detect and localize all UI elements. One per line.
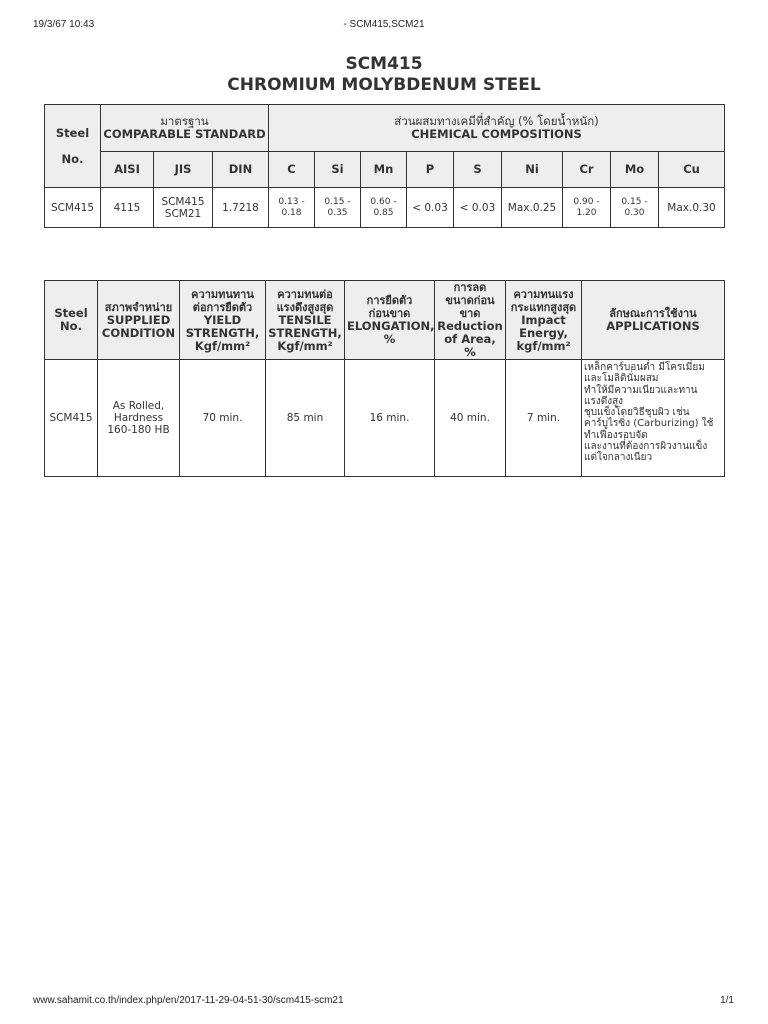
hdr-tensile-thai1: ความทนต่อ bbox=[277, 287, 333, 301]
hdr-elong-unit: % bbox=[383, 332, 396, 346]
col-din: DIN bbox=[213, 152, 269, 188]
cell-ni: Max.0.25 bbox=[502, 188, 563, 228]
page-subtitle: CHROMIUM MOLYBDENUM STEEL bbox=[227, 75, 541, 95]
app-line-7: ทำเฟืองรอบจัด bbox=[584, 429, 648, 441]
standard-header-thai: มาตรฐาน bbox=[160, 114, 209, 128]
cell-mo-line1: 0.15 - bbox=[621, 196, 648, 207]
col-c: C bbox=[269, 152, 315, 188]
hdr-tensile-line4: STRENGTH, bbox=[268, 325, 342, 340]
standard-header bbox=[101, 105, 269, 152]
hdr-elong-thai1: การยืดตัว bbox=[366, 294, 413, 307]
cell-jis bbox=[154, 188, 213, 228]
hdr-steel-line1: Steel bbox=[54, 306, 88, 320]
hdr-impact-thai2: กระแทกสูงสุด bbox=[510, 300, 577, 314]
hdr-elong-thai2: ก่อนขาด bbox=[368, 307, 411, 320]
steel-no-header-line2: No. bbox=[61, 151, 84, 166]
cell-mn-line1: 0.60 - bbox=[370, 196, 397, 207]
hdr-app-thai: ลักษณะการใช้งาน bbox=[609, 307, 697, 320]
standard-header-en: COMPARABLE STANDARD bbox=[103, 127, 266, 141]
cell-jis-line2: SCM21 bbox=[164, 207, 202, 220]
app-line-5: ชุบแข็งโดยวิธีชุบผิว เช่น bbox=[584, 407, 690, 419]
app-line-6: คาร์บูไรซิ่ง (Carburizing) ใช้ bbox=[584, 418, 714, 430]
cell-cu: Max.0.30 bbox=[659, 188, 725, 228]
cell-si-line1: 0.15 - bbox=[324, 196, 351, 207]
print-page-title: - SCM415,SCM21 bbox=[343, 19, 425, 30]
hdr-red-line5: of Area, % bbox=[444, 332, 496, 359]
cell-steel-no: SCM415 bbox=[45, 360, 98, 477]
app-line-4: แรงดึงสูง bbox=[584, 395, 624, 407]
cell-p: < 0.03 bbox=[407, 188, 454, 228]
cell-tensile: 85 min bbox=[266, 360, 345, 477]
col-p: P bbox=[407, 152, 454, 188]
hdr-tensile-unit: Kgf/mm² bbox=[277, 338, 333, 353]
hdr-elong-line3: ELONGATION, bbox=[347, 319, 435, 333]
hdr-steel-line2: No. bbox=[60, 319, 82, 333]
cell-s: < 0.03 bbox=[454, 188, 502, 228]
hdr-tensile-line3: TENSILE bbox=[278, 312, 332, 327]
cell-impact: 7 min. bbox=[506, 360, 582, 477]
hdr-red-line4: Reduction bbox=[437, 319, 503, 333]
elongation-header bbox=[345, 281, 435, 360]
cell-reduction: 40 min. bbox=[435, 360, 506, 477]
app-line-1: เหล็กคาร์บอนต่ำ มีโครเมี่ยม bbox=[584, 362, 705, 373]
applications-header bbox=[582, 281, 725, 360]
chemical-header bbox=[269, 105, 725, 152]
col-mn: Mn bbox=[361, 152, 407, 188]
cell-c-line2: 0.18 bbox=[281, 207, 302, 218]
cell-elongation: 16 min. bbox=[345, 360, 435, 477]
cell-c-line1: 0.13 - bbox=[278, 196, 305, 207]
hdr-supplied-thai: สภาพจำหน่าย bbox=[104, 300, 173, 314]
steel-no-header bbox=[45, 281, 98, 360]
hdr-red-thai3: ขาด bbox=[459, 307, 481, 320]
hdr-red-thai2: ขนาดก่อน bbox=[445, 294, 495, 307]
cell-mo bbox=[611, 188, 659, 228]
col-cu: Cu bbox=[659, 152, 725, 188]
hdr-yield-line3: YIELD bbox=[203, 312, 242, 327]
cell-cr bbox=[563, 188, 611, 228]
cell-jis-line1: SCM415 bbox=[161, 195, 205, 208]
cell-supplied-line1: As Rolled, bbox=[112, 400, 165, 412]
cell-si-line2: 0.35 bbox=[327, 207, 348, 218]
hdr-supplied-line2: SUPPLIED bbox=[106, 312, 171, 327]
table-row bbox=[45, 360, 725, 477]
print-page-number: 1/1 bbox=[720, 995, 734, 1006]
cell-cr-line2: 1.20 bbox=[576, 207, 597, 218]
col-s: S bbox=[454, 152, 502, 188]
col-si: Si bbox=[315, 152, 361, 188]
impact-header bbox=[506, 281, 582, 360]
print-datetime: 19/3/67 10:43 bbox=[33, 19, 95, 30]
cell-steel-no: SCM415 bbox=[45, 188, 101, 228]
cell-si bbox=[315, 188, 361, 228]
cell-applications bbox=[582, 360, 725, 477]
hdr-supplied-line3: CONDITION bbox=[101, 325, 176, 340]
cell-mn bbox=[361, 188, 407, 228]
steel-no-header-line1: Steel bbox=[55, 125, 90, 140]
table-row bbox=[45, 188, 725, 228]
cell-supplied-line3: 160-180 HB bbox=[107, 424, 170, 436]
col-cr: Cr bbox=[563, 152, 611, 188]
property-table bbox=[44, 280, 725, 477]
hdr-impact-thai1: ความทนแรง bbox=[513, 287, 574, 301]
supplied-header bbox=[98, 281, 180, 360]
yield-header bbox=[180, 281, 266, 360]
col-aisi: AISI bbox=[101, 152, 154, 188]
col-ni: Ni bbox=[502, 152, 563, 188]
hdr-impact-line3: Impact bbox=[521, 312, 566, 327]
hdr-tensile-thai2: แรงดึงสูงสุด bbox=[276, 300, 334, 314]
tensile-header bbox=[266, 281, 345, 360]
app-line-8: และงานที่ต้องการผิวงานแข็ง bbox=[584, 441, 708, 453]
cell-aisi: 4115 bbox=[101, 188, 154, 228]
app-line-2: และโมลิดินั่มผสม bbox=[584, 373, 659, 385]
cell-yield: 70 min. bbox=[180, 360, 266, 477]
app-line-3: ทำให้มีความเนียวและทาน bbox=[584, 384, 698, 396]
steel-no-header bbox=[45, 105, 101, 188]
chemical-header-thai: ส่วนผสมทางเคมีที่สำคัญ (% โดยน้ำหนัก) bbox=[394, 114, 599, 128]
reduction-header bbox=[435, 281, 506, 360]
hdr-impact-unit: kgf/mm² bbox=[516, 338, 571, 353]
col-jis: JIS bbox=[154, 152, 213, 188]
cell-mn-line2: 0.85 bbox=[373, 207, 394, 218]
hdr-red-thai1: การลด bbox=[453, 281, 487, 294]
hdr-yield-unit: Kgf/mm² bbox=[194, 338, 251, 353]
cell-cr-line1: 0.90 - bbox=[573, 196, 600, 207]
cell-din: 1.7218 bbox=[213, 188, 269, 228]
hdr-app-en: APPLICATIONS bbox=[606, 319, 700, 333]
composition-table bbox=[44, 104, 725, 228]
cell-supplied-line2: Hardness bbox=[113, 412, 164, 424]
cell-supplied bbox=[98, 360, 180, 477]
col-mo: Mo bbox=[611, 152, 659, 188]
app-line-9: แต่ใจกลางเนียว bbox=[584, 452, 653, 464]
print-url: www.sahamit.co.th/index.php/en/2017-11-29-04-51-30/scm415-scm21 bbox=[33, 995, 344, 1006]
hdr-impact-line4: Energy, bbox=[519, 325, 568, 340]
hdr-yield-thai2: ต่อการยืดตัว bbox=[192, 300, 253, 314]
hdr-yield-line4: STRENGTH, bbox=[185, 325, 260, 340]
chemical-header-en: CHEMICAL COMPOSITIONS bbox=[411, 127, 582, 141]
page-title: SCM415 bbox=[345, 54, 423, 74]
cell-c bbox=[269, 188, 315, 228]
cell-mo-line2: 0.30 bbox=[624, 207, 645, 218]
hdr-yield-thai1: ความทนทาน bbox=[191, 287, 254, 301]
